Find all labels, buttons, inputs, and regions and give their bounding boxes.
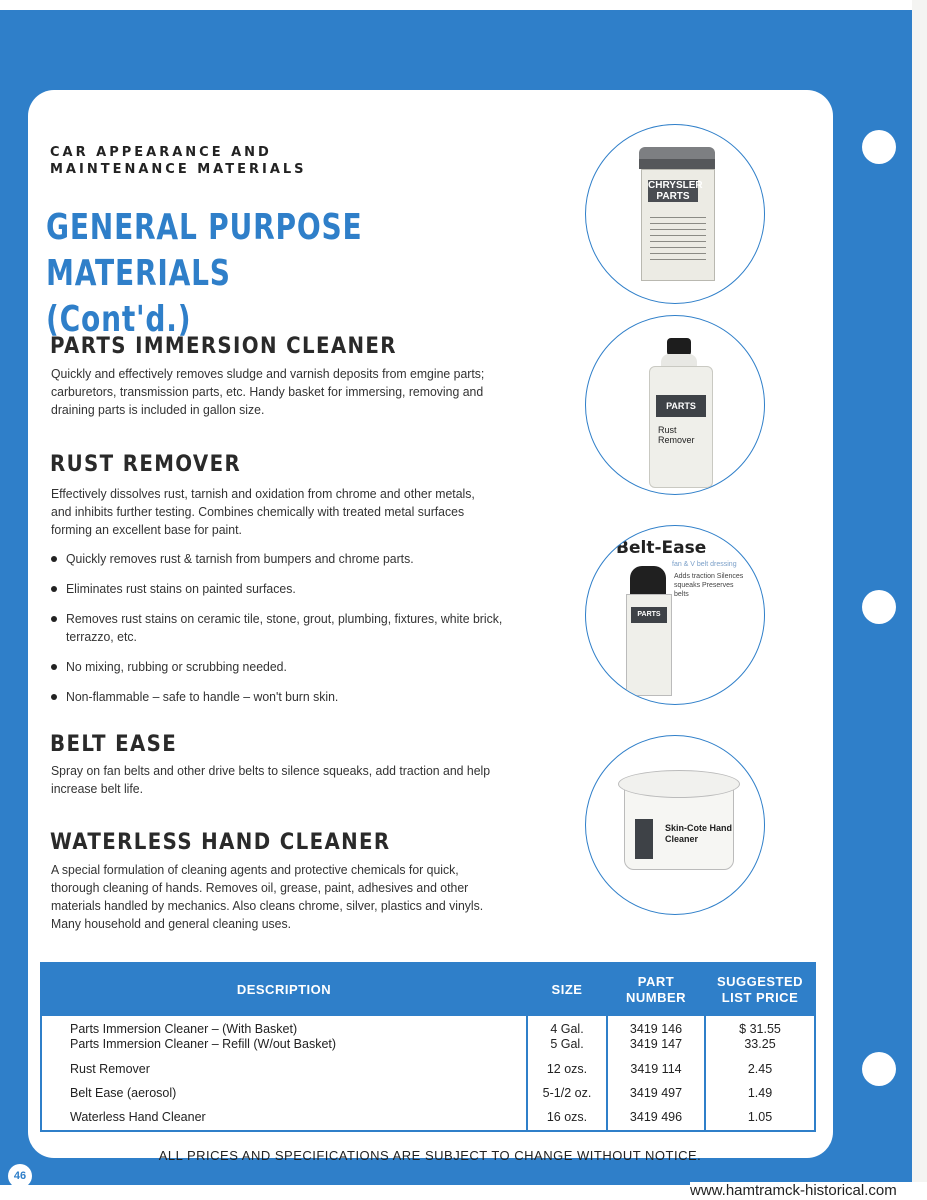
column-divider xyxy=(704,964,706,1130)
source-watermark: www.hamtramck-historical.com xyxy=(690,1182,927,1200)
pail-brand-label: CHRYSLER PARTS xyxy=(648,180,703,202)
page-title-line1: GENERAL PURPOSE MATERIALS xyxy=(46,207,363,294)
heading-hand-cleaner: WATERLESS HAND CLEANER xyxy=(50,830,391,855)
image-rust-remover-bottle xyxy=(585,315,765,495)
tub-illustration xyxy=(618,770,738,870)
bullet-icon xyxy=(51,664,57,670)
belt-ease-claims: Adds traction Silences squeaks Preserves belts xyxy=(674,573,744,598)
page-edge xyxy=(912,0,927,1200)
text-rust-remover: Effectively dissolves rust, tarnish and oxidation from chrome and other metals, and inhibits further testing. Combines chemically with treated metal surfaces forming an excellent base for paint. xyxy=(51,486,475,537)
binder-hole xyxy=(862,130,896,164)
bullet-icon xyxy=(51,616,57,622)
price-table: DESCRIPTION SIZE PART NUMBER SUGGESTED LIST PRICE Parts Immersion Cleaner – (With Basket) 4 Gal. 3419 146 $ 31.55 Parts Immersion Cleaner – Refill (W/out Basket) 5 Gal. 3419 147 33.25 Rust Remover 12 ozs. 3419 114 2.45 Belt Ease (aerosol) 5-1/2 oz. 3419 497 1.49 Waterless Hand Cleaner 16 ozs. 3419 496 1.05 xyxy=(40,962,816,1132)
image-belt-ease-can xyxy=(585,525,765,705)
page-number: 46 xyxy=(8,1164,32,1188)
heading-rust-remover: RUST REMOVER xyxy=(50,452,242,477)
page-title xyxy=(46,205,405,343)
heading-belt-ease: BELT EASE xyxy=(50,732,178,757)
can-brand-label: PARTS xyxy=(631,607,667,623)
footer-disclaimer: ALL PRICES AND SPECIFICATIONS ARE SUBJECT TO CHANGE WITHOUT NOTICE. xyxy=(158,1148,702,1163)
bottle-brand-label: PARTS xyxy=(656,395,706,417)
binder-hole xyxy=(862,1052,896,1086)
bottle-illustration xyxy=(649,338,711,488)
text-belt-ease: Spray on fan belts and other drive belts to silence squeaks, add traction and help increase belt life. xyxy=(51,763,491,796)
col-header-list-price: SUGGESTED LIST PRICE xyxy=(716,974,804,1005)
section-title: CAR APPEARANCE AND MAINTENANCE MATERIALS xyxy=(50,145,307,177)
table-header xyxy=(42,964,814,1016)
list-item: No mixing, rubbing or scrubbing needed. xyxy=(50,658,540,676)
col-header-size: SIZE xyxy=(551,982,583,997)
rust-remover-bullets xyxy=(50,550,540,718)
list-item: Non-flammable – safe to handle – won't burn skin. xyxy=(50,688,540,706)
image-parts-cleaner-pail xyxy=(585,124,765,304)
pail-illustration xyxy=(641,147,713,282)
bullet-icon xyxy=(51,586,57,592)
text-hand-cleaner: A special formulation of cleaning agents and protective chemicals for quick, thorough cleaning of hands. Removes oil, grease, paint, adhesives and other materials handled by mechanics. Also cleans chrome, silver, plastics and vinyls. Many household and general cleaning uses. xyxy=(51,862,484,931)
bullet-icon xyxy=(51,556,57,562)
aerosol-illustration xyxy=(626,566,670,696)
heading-parts-cleaner: PARTS IMMERSION CLEANER xyxy=(50,334,397,359)
belt-ease-subtitle: fan & V belt dressing xyxy=(672,561,737,568)
belt-ease-title: Belt-Ease xyxy=(616,538,707,558)
text-parts-cleaner: Quickly and effectively removes sludge and varnish deposits from emgine parts; carburetors, transmission parts, etc. Handy basket for immersing, removing and draining parts is included in gallon size. xyxy=(51,366,485,417)
page-title-line2: (Cont'd.) xyxy=(46,299,192,340)
list-item: Eliminates rust stains on painted surfaces. xyxy=(50,580,540,598)
col-header-description: DESCRIPTION xyxy=(236,982,332,997)
list-item: Removes rust stains on ceramic tile, stone, grout, plumbing, fixtures, white brick, terrazzo, etc. xyxy=(50,610,540,646)
list-item: Quickly removes rust & tarnish from bumpers and chrome parts. xyxy=(50,550,540,568)
tub-product-name: Skin-Cote Hand Cleaner xyxy=(665,823,733,844)
image-hand-cleaner-tub xyxy=(585,735,765,915)
col-header-part-number: PART NUMBER xyxy=(625,974,687,1005)
bullet-icon xyxy=(51,694,57,700)
bottle-product-name: Rust Remover xyxy=(658,425,695,445)
binder-hole xyxy=(862,590,896,624)
